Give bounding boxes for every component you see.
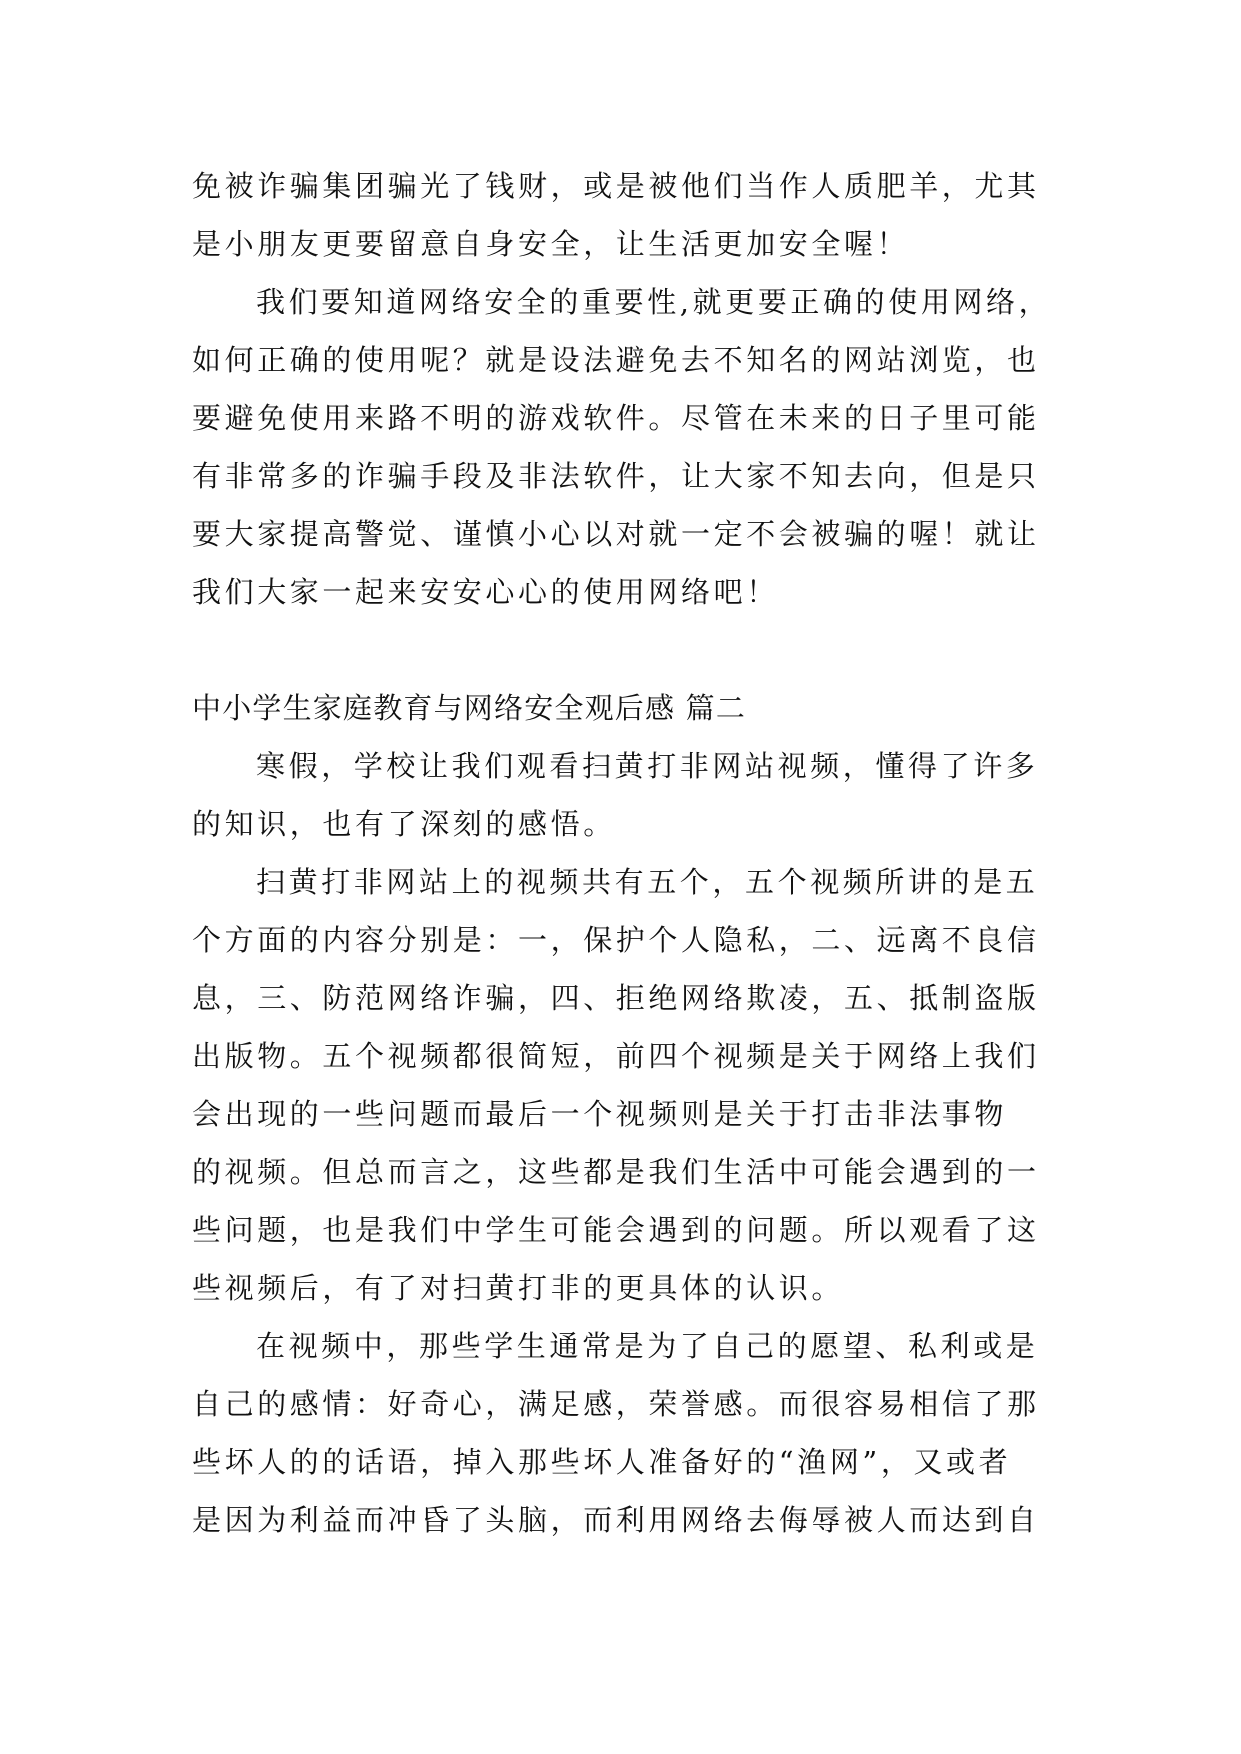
text-line: 的视频。但总而言之，这些都是我们生活中可能会遇到的一 [192,1155,1040,1189]
paragraph-start: 扫黄打非网站上的视频共有五个，五个视频所讲的是五 [256,865,1039,899]
text-line: 些问题，也是我们中学生可能会遇到的问题。所以观看了这 [192,1213,1040,1247]
text-line: 自己的感情：好奇心，满足感，荣誉感。而很容易相信了那 [192,1387,1040,1421]
text-line: 免被诈骗集团骗光了钱财，或是被他们当作人质肥羊，尤其 [192,169,1040,203]
text-line: 要避免使用来路不明的游戏软件。尽管在未来的日子里可能 [192,401,1040,435]
text-line: 些视频后，有了对扫黄打非的更具体的认识。 [192,1271,845,1305]
text-line: 我们大家一起来安安心心的使用网络吧！ [192,575,779,609]
text-line: 如何正确的使用呢？就是设法避免去不知名的网站浏览，也 [192,343,1040,377]
text-line: 的知识，也有了深刻的感悟。 [192,807,616,841]
text-line: 有非常多的诈骗手段及非法软件，让大家不知去向，但是只 [192,459,1040,493]
text-line: 些坏人的的话语，掉入那些坏人准备好的“渔网”，又或者 [192,1445,1012,1479]
text-line: 个方面的内容分别是：一，保护个人隐私，二、远离不良信 [192,923,1040,957]
paragraph-start: 寒假，学校让我们观看扫黄打非网站视频，懂得了许多 [256,749,1039,783]
text-line: 会出现的一些问题而最后一个视频则是关于打击非法事物 [192,1097,1008,1131]
section-heading: 中小学生家庭教育与网络安全观后感 篇二 [192,691,747,725]
text-line: 息，三、防范网络诈骗，四、拒绝网络欺凌，五、抵制盗版 [192,981,1040,1015]
text-line: 要大家提高警觉、谨慎小心以对就一定不会被骗的喔！就让 [192,517,1040,551]
text-line: 出版物。五个视频都很简短，前四个视频是关于网络上我们 [192,1039,1040,1073]
text-line: 是小朋友更要留意自身安全，让生活更加安全喔！ [192,227,910,261]
text-line: 是因为利益而冲昏了头脑，而利用网络去侮辱被人而达到自 [192,1503,1040,1537]
paragraph-start: 我们要知道网络安全的重要性,就更要正确的使用网络， [256,285,1052,319]
paragraph-start: 在视频中，那些学生通常是为了自己的愿望、私利或是 [256,1329,1039,1363]
